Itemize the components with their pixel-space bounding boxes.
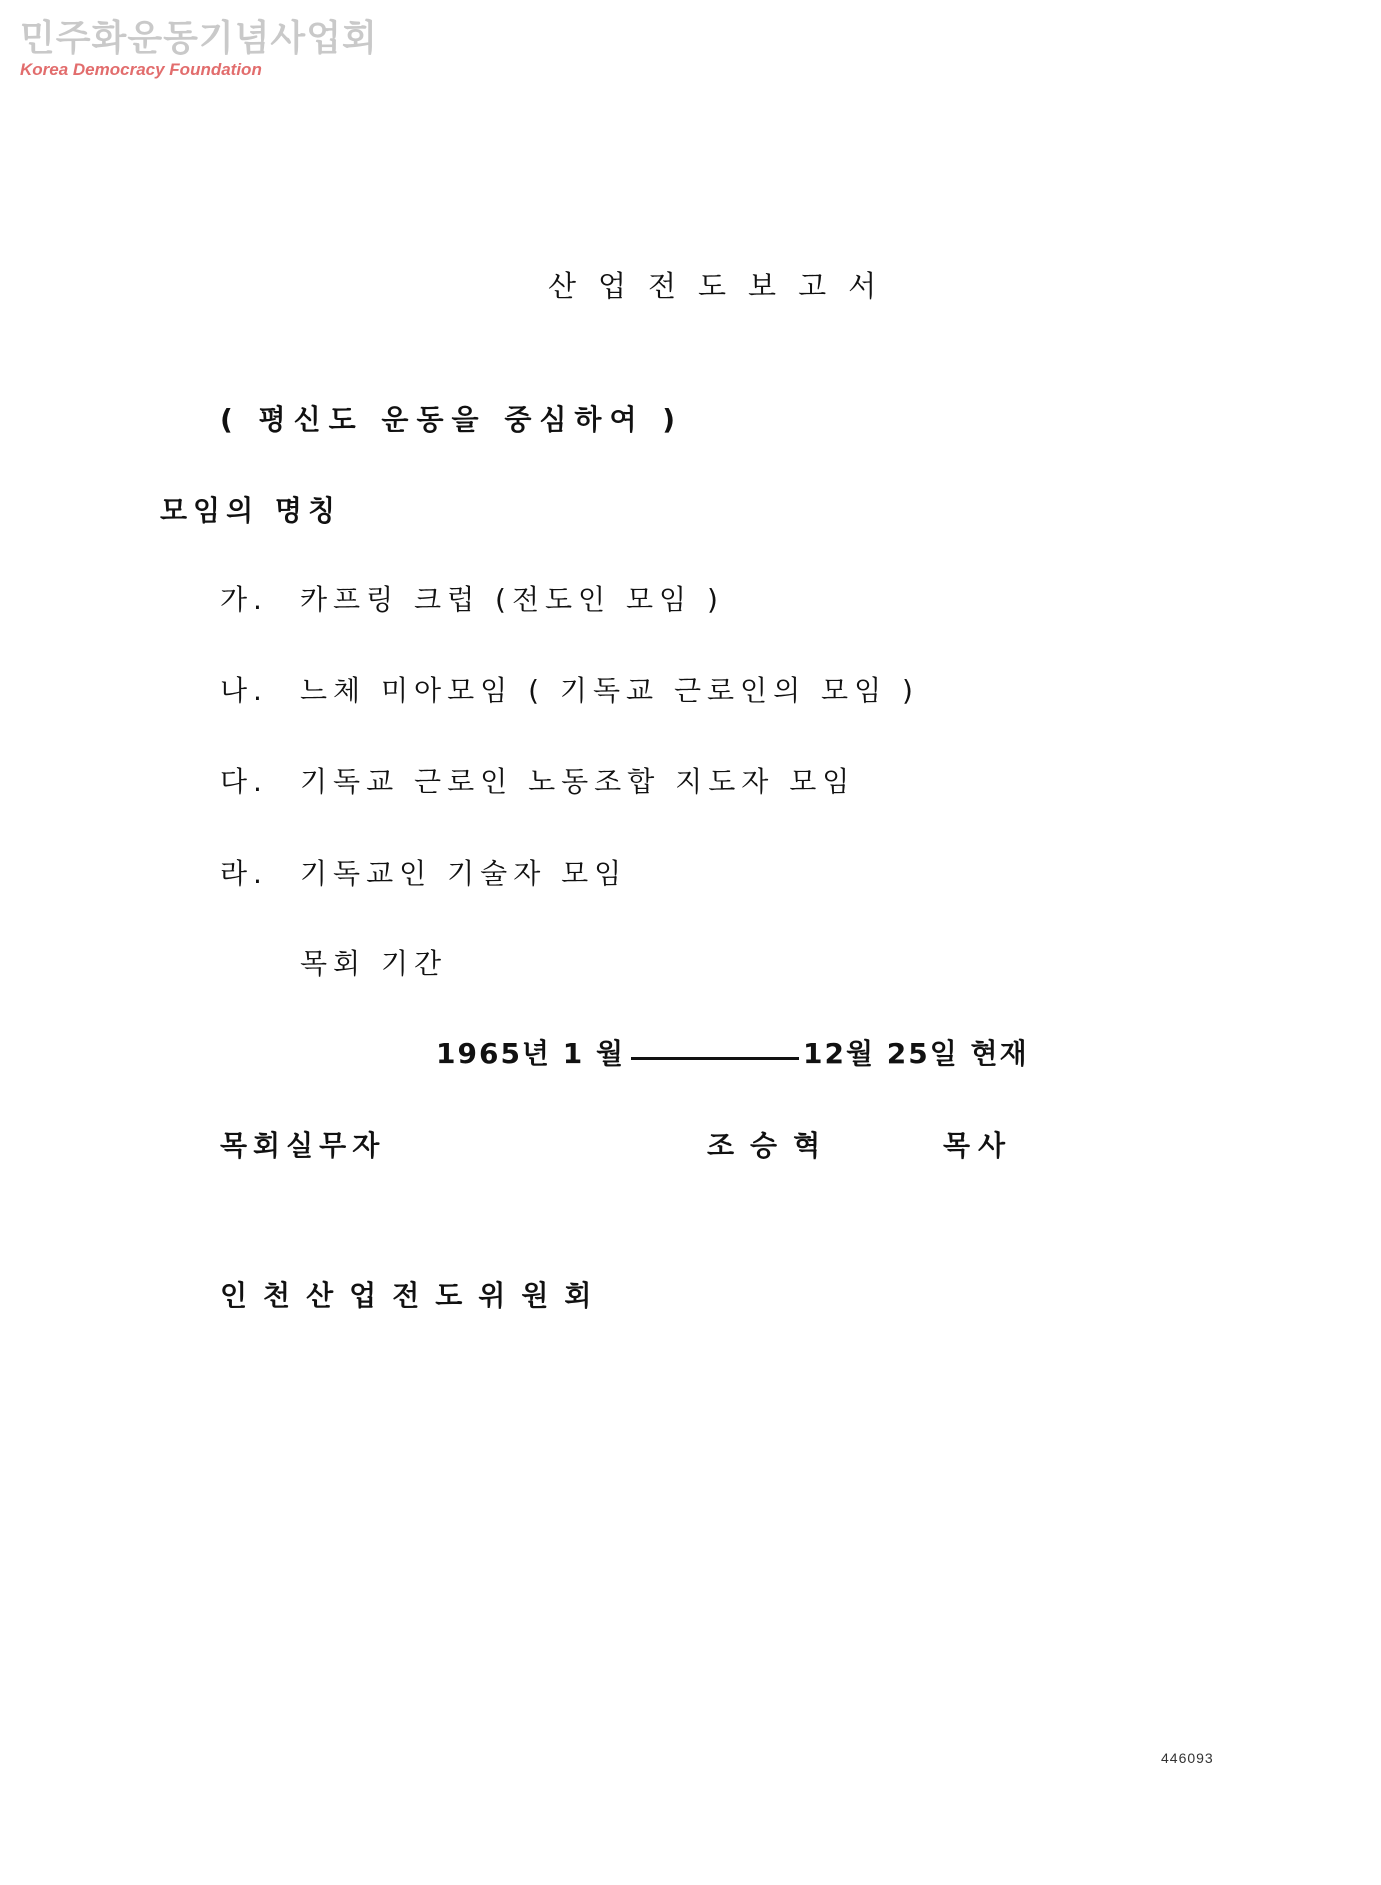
list-item-mark: 가. bbox=[220, 583, 268, 616]
staff-title: 목사 bbox=[943, 1129, 1014, 1162]
list-item-text: 느체 미아모임 ( 기독교 근로인의 모임 ) bbox=[300, 674, 919, 707]
list-item-mark: 다. bbox=[220, 765, 268, 798]
list-item bbox=[220, 673, 919, 709]
document-subtitle: ( 평신도 운동을 중심하여 ) bbox=[220, 403, 684, 436]
list-item-mark: 나. bbox=[220, 674, 268, 707]
period-label: 목회 기간 bbox=[300, 947, 448, 980]
watermark-korean: 민주화운동기념사업회 bbox=[20, 17, 378, 59]
list-item bbox=[220, 856, 627, 892]
watermark-logo bbox=[20, 18, 378, 80]
list-item-mark: 라. bbox=[220, 857, 268, 890]
organization-name: 인천산업전도위원회 bbox=[220, 1279, 608, 1312]
staff-label: 목회실무자 bbox=[220, 1129, 386, 1162]
list-item-text: 기독교 근로인 노동조합 지도자 모임 bbox=[300, 765, 856, 798]
staff-name: 조승혁 bbox=[707, 1129, 837, 1162]
document-number: 446093 bbox=[1161, 1750, 1214, 1766]
list-item bbox=[220, 582, 724, 618]
period-range bbox=[436, 1036, 1029, 1072]
list-item bbox=[220, 764, 855, 800]
watermark-english: Korea Democracy Foundation bbox=[20, 60, 262, 79]
period-dash bbox=[631, 1057, 799, 1060]
period-start: 1965년 1 월 bbox=[436, 1037, 626, 1070]
period-end: 12월 25일 현재 bbox=[803, 1037, 1029, 1070]
section-heading: 모임의 명칭 bbox=[160, 494, 341, 527]
list-item-text: 카프링 크럽 (전도인 모임 ) bbox=[300, 583, 724, 616]
document-title: 산업전도보고서 bbox=[548, 269, 899, 303]
list-item-text: 기독교인 기술자 모임 bbox=[300, 857, 628, 890]
